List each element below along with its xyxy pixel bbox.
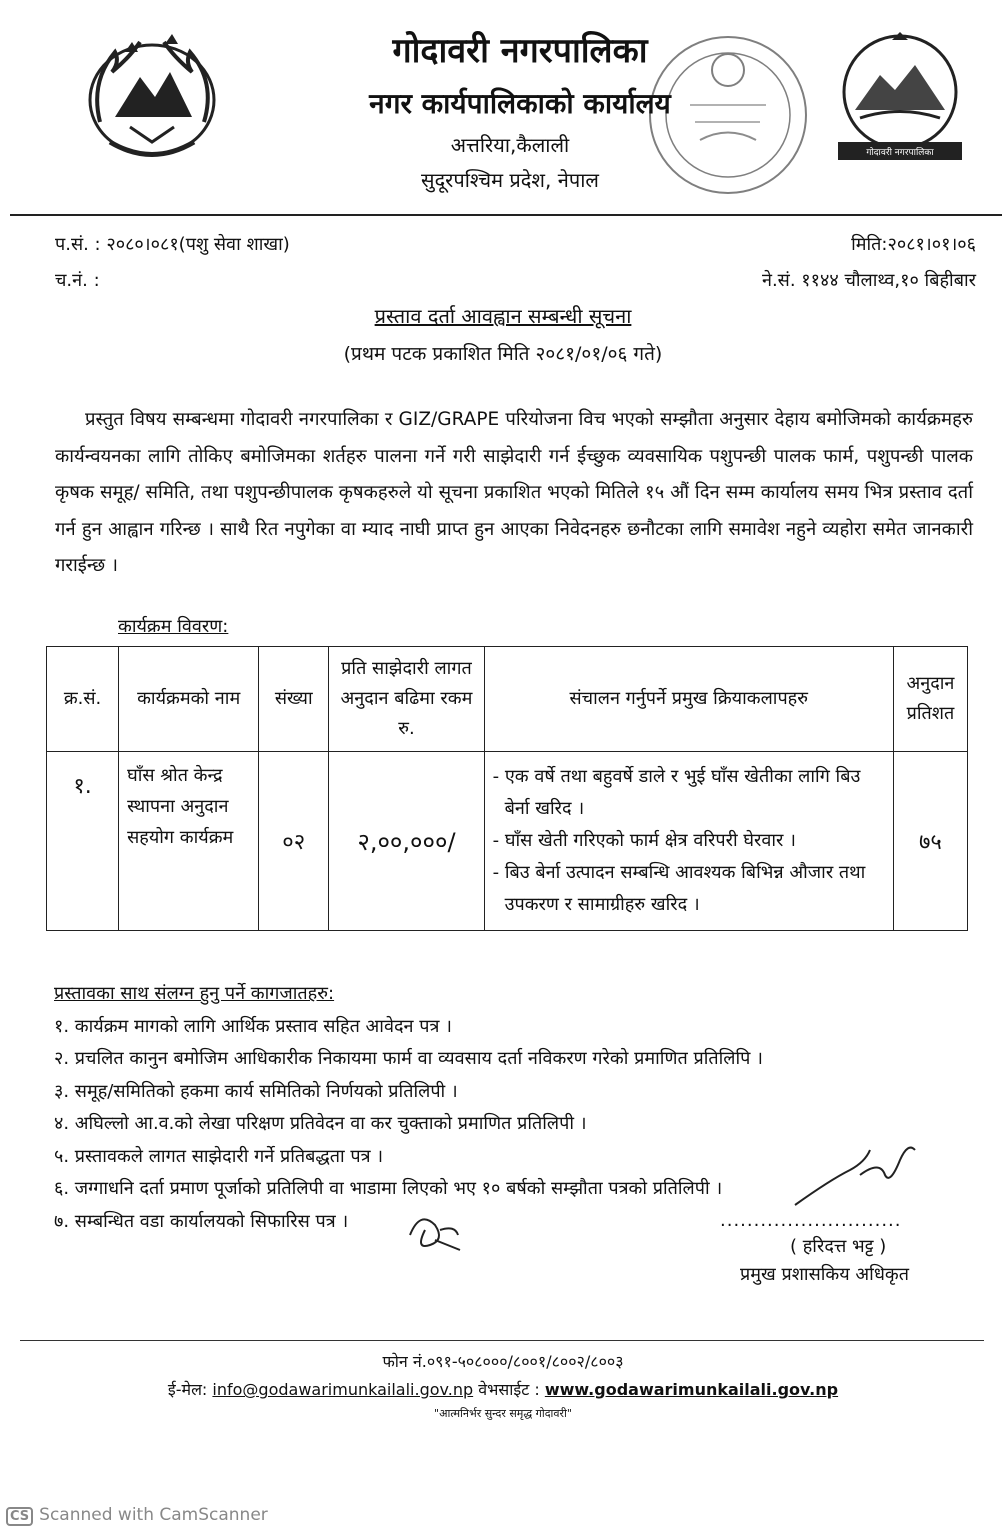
list-item: ७. सम्बन्धित वडा कार्यालयको सिफारिस पत्र । (54, 1210, 349, 1232)
officer-signature-icon (790, 1130, 920, 1210)
table-header-row (47, 647, 968, 752)
notice-subtitle: (प्रथम पटक प्रकाशित मिति २०८१/०१/०६ गते) (343, 343, 663, 365)
footer-divider (20, 1340, 984, 1341)
municipality-seal-icon (830, 30, 970, 165)
column-header: संख्या (259, 647, 329, 752)
footer-phone: फोन नं.०९१-५०८०००/८००१/८००२/८००३ (382, 1352, 624, 1371)
list-item: ६. जग्गाधनि दर्ता प्रमाण पूर्जाको प्रतिलिपी वा भाडामा लिएको भए १० बर्षको सम्झौता पत्रको प्रतिलिपी । (54, 1178, 723, 1199)
activity-item: - घाँस खेती गरिएको फार्म क्षेत्र वरिपरी घेरवार । (492, 830, 796, 851)
website-link[interactable]: www.godawarimunkailali.gov.np (544, 1380, 839, 1399)
list-item: ३. समूह/समितिको हकमा कार्य समितिको निर्णयको प्रतिलिपी । (54, 1080, 458, 1102)
table-row (47, 752, 968, 931)
camscanner-watermark (6, 1505, 268, 1526)
column-header: अनुदान प्रतिशत (893, 647, 967, 752)
list-item: १. कार्यक्रम मागको लागि आर्थिक प्रस्ताव सहित आवेदन पत्र । (54, 1015, 452, 1037)
row-count: ०२ (259, 752, 329, 931)
email-link[interactable]: info@godawarimunkailali.gov.np (212, 1380, 474, 1399)
website-label: वेभसाईट : (478, 1380, 540, 1399)
notice-body: प्रस्तुत विषय सम्बन्धमा गोदावरी नगरपालिका र GIZ/GRAPE परियोजना विच भएको सम्झौता अनुसार देहाय बमोजिमको कार्यक्रमहरु कार्यन्वयनका लागि तोकिए बमोजिमका शर्तहरु पालना गर्ने गरी साझेदारी गर्न ईच्छुक व्यवसायिक पशुपन्छी पालक फार्म, पशुपन्छी पालक कृषक समूह/ समिति, तथा पशुपन्छीपालक कृषकहरुले यो सूचना प्रकाशित भएको मितिले १५ औं दिन सम्म कार्यालय समय भित्र प्रस्ताव दर्ता गर्न हुन आह्वान गरिन्छ । साथै रित नपुगेका वा म्याद नाघी प्राप्त हुन आएका निवेदनहरु छनौटका लागि समावेश नहुने व्यहोरा समेत जानकारी गराईन्छ । (55, 409, 973, 576)
signature-line: ........................... (720, 1210, 902, 1231)
row-cost: २,००,०००/ (329, 752, 484, 931)
nepal-emblem-icon (70, 22, 235, 172)
footer-contact (0, 1378, 1006, 1400)
column-header: क्र.सं. (47, 647, 119, 752)
issue-date: मिति:२०८१।०१।०६ (851, 234, 976, 255)
column-header: संचालन गर्नुपर्ने प्रमुख क्रियाकलापहरु (484, 647, 893, 752)
address-line-1: अत्तरिया,कैलाली (450, 133, 570, 157)
footer-slogan: "आत्मनिर्भर सुन्दर समृद्ध गोदावरी" (434, 1407, 572, 1420)
list-item: २. प्रचलित कानुन बमोजिम आधिकारीक निकायमा फार्म वा व्यवसाय दर्ता नविकरण गरेको प्रमाणित प्रतिलिपि । (54, 1048, 763, 1069)
activity-item: - बिउ बेर्ना उत्पादन सम्बन्धि आवश्यक बिभिन्न औजार तथा उपकरण र सामाग्रीहरु खरिद । (492, 862, 866, 915)
list-item: ४. अघिल्लो आ.व.को लेखा परिक्षण प्रतिवेदन वा कर चुक्ताको प्रमाणित प्रतिलिपी । (54, 1113, 587, 1134)
program-table (46, 646, 968, 931)
signatory-name: ( हरिदत्त भट्ट ) (790, 1236, 887, 1257)
list-item: ५. प्रस्तावकले लागत साझेदारी गर्ने प्रतिबद्धता पत्र । (54, 1145, 384, 1167)
camscanner-icon: CS (6, 1507, 33, 1526)
nepal-sambat-date: ने.सं. ११४४ चौलाथ्व,१० बिहीबार (761, 270, 976, 291)
org-name: गोदावरी नगरपालिका (392, 31, 648, 71)
seal-caption: गोदावरी नगरपालिका (866, 148, 934, 158)
dispatch-number: च.नं. : (55, 270, 100, 291)
activity-item: - एक वर्षे तथा बहुवर्षे डाले र भुई घाँस खेतीका लागि बिउ बेर्ना खरिद । (492, 766, 861, 819)
row-serial: १. (47, 752, 119, 931)
office-name: नगर कार्यपालिकाको कार्यालय (369, 87, 671, 120)
signatory-designation: प्रमुख प्रशासकिय अधिकृत (740, 1264, 909, 1285)
column-header: प्रति साझेदारी लागत अनुदान बढिमा रकम रु. (329, 647, 484, 752)
address-line-2: सुदूरपश्चिम प्रदेश, नेपाल (421, 168, 599, 192)
row-grant-percent: ७५ (893, 752, 967, 931)
header-divider (10, 214, 1002, 216)
camscanner-text: Scanned with CamScanner (39, 1505, 268, 1525)
column-header: कार्यक्रमको नाम (119, 647, 259, 752)
documents-title: प्रस्तावका साथ संलग्न हुनु पर्ने कागजातहरु: (54, 983, 335, 1004)
row-program-name: घाँस श्रोत केन्द्र स्थापना अनुदान सहयोग कार्यक्रम (119, 752, 259, 931)
notice-title: प्रस्ताव दर्ता आवह्वान सम्बन्धी सूचना (374, 304, 632, 328)
email-label: ई-मेल: (167, 1380, 208, 1399)
reference-number: प.सं. : २०८०।०८१(पशु सेवा शाखा) (55, 234, 290, 255)
initials-signature-icon (400, 1205, 470, 1260)
program-section-title: कार्यक्रम विवरण: (118, 616, 229, 637)
row-activities (484, 752, 893, 931)
